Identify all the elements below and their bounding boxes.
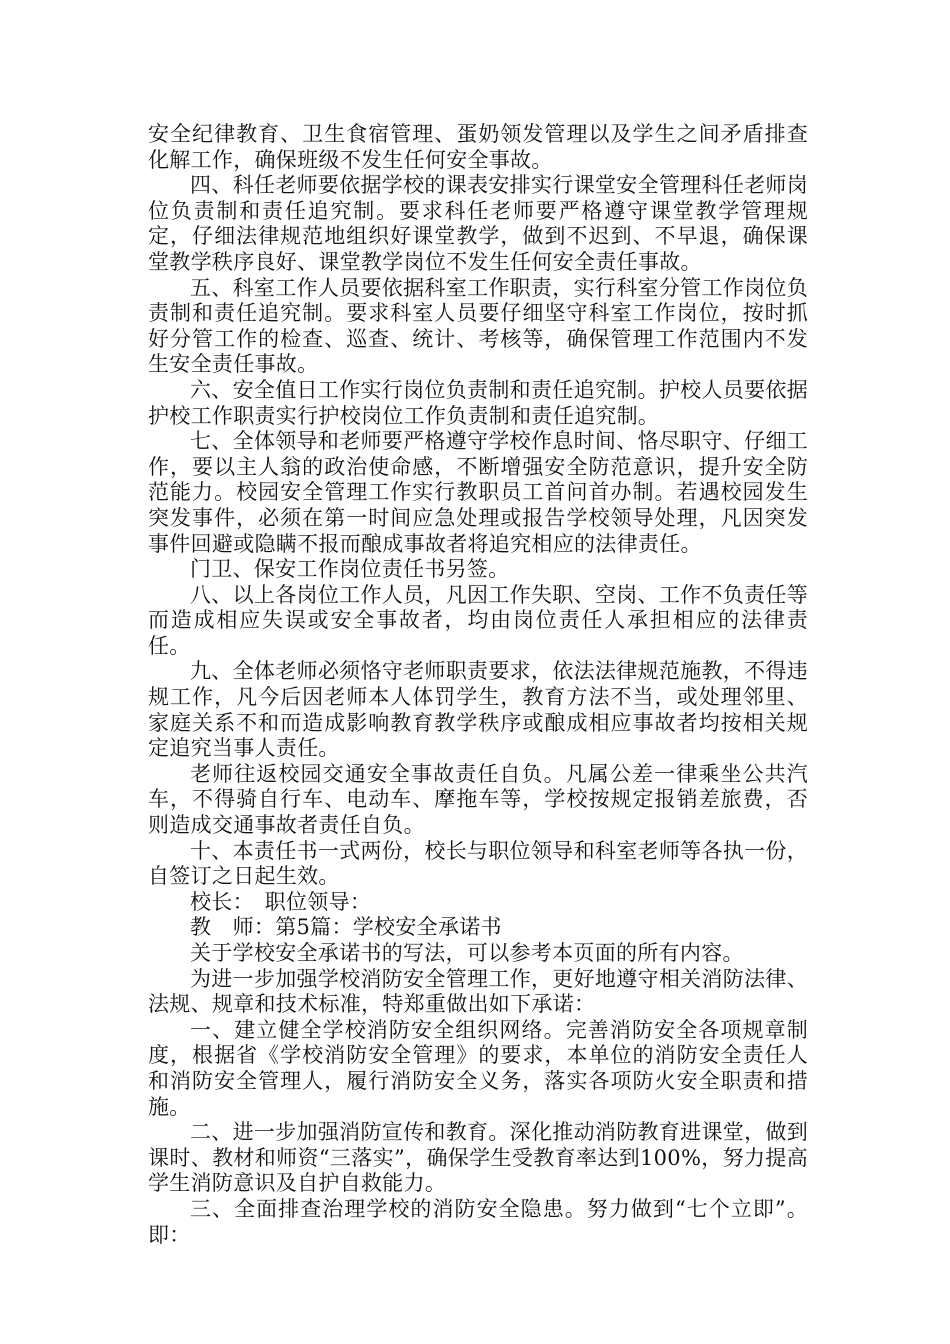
paragraph-10: 十、本责任书一式两份，校长与职位领导和科室老师等各执一份，自签订之日起生效。 [148,838,808,889]
paragraph-16: 二、进一步加强消防宣传和教育。深化推动消防教育进课堂，做到课时、教材和师资“三落实”，确保学生受教育率达到100%，努力提高学生消防意识及自护自救能力。 [148,1120,808,1196]
signature-line: 校长： 职位领导： [190,889,372,914]
paragraph-15: 一、建立健全学校消防安全组织网络。完善消防安全各项规章制度，根据省《学校消防安全管理》的要求，本单位的消防安全责任人和消防安全管理人，履行消防安全义务，落实各项防火安全职责和措施。 [148,1017,808,1119]
paragraph-1: 安全纪律教育、卫生食宿管理、蛋奶领发管理以及学生之间矛盾排查化解工作，确保班级不发生任何安全事故。 [148,122,808,172]
section-heading: 教 师：第5篇：学校安全承诺书 [190,915,502,940]
paragraph-5: 七、全体领导和老师要严格遵守学校作息时间、恪尽职守、仔细工作，要以主人翁的政治使命感，不断增强安全防范意识，提升安全防范能力。校园安全管理工作实行教职员工首问首办制。若遇校园发生突发事件，必须在第一时间应急处理或报告学校领导处理，凡因突发事件回避或隐瞒不报而酿成事故者将追究相应的法律责任。 [148,429,808,556]
paragraph-6: 门卫、保安工作岗位责任书另签。 [190,557,510,582]
paragraph-17: 三、全面排查治理学校的消防安全隐患。努力做到“七个立即”。即： [148,1196,808,1247]
paragraph-9: 老师往返校园交通安全事故责任自负。凡属公差一律乘坐公共汽车，不得骑自行车、电动车、摩拖车等，学校按规定报销差旅费，否则造成交通事故者责任自负。 [148,761,808,838]
document-body [148,122,808,1248]
paragraph-3: 五、科室工作人员要依据科室工作职责，实行科室分管工作岗位负责制和责任追究制。要求科室人员要仔细坚守科室工作岗位，按时抓好分管工作的检查、巡查、统计、考核等，确保管理工作范围内不发生安全责任事故。 [148,275,808,377]
paragraph-13: 关于学校安全承诺书的写法，可以参考本页面的所有内容。 [190,941,744,965]
paragraph-2: 四、科任老师要依据学校的课表安排实行课堂安全管理科任老师岗位负责制和责任追究制。要求科任老师要严格遵守课堂教学管理规定，仔细法律规范地组织好课堂教学，做到不迟到、不早退，确保课堂教学秩序良好、课堂教学岗位不发生任何安全责任事故。 [148,173,808,274]
paragraph-14: 为进一步加强学校消防安全管理工作，更好地遵守相关消防法律、法规、规章和技术标准，特郑重做出如下承诺： [148,966,808,1017]
paragraph-7: 八、以上各岗位工作人员，凡因工作失职、空岗、工作不负责任等而造成相应失误或安全事故者，均由岗位责任人承担相应的法律责任。 [148,582,808,658]
paragraph-8: 九、全体老师必须恪守老师职责要求，依法法律规范施教，不得违规工作，凡今后因老师本人体罚学生，教育方法不当，或处理邻里、家庭关系不和而造成影响教育教学秩序或酿成相应事故者均按相关规定追究当事人责任。 [148,659,808,761]
paragraph-4: 六、安全值日工作实行岗位负责制和责任追究制。护校人员要依据护校工作职责实行护校岗位工作负责制和责任追究制。 [148,377,808,428]
